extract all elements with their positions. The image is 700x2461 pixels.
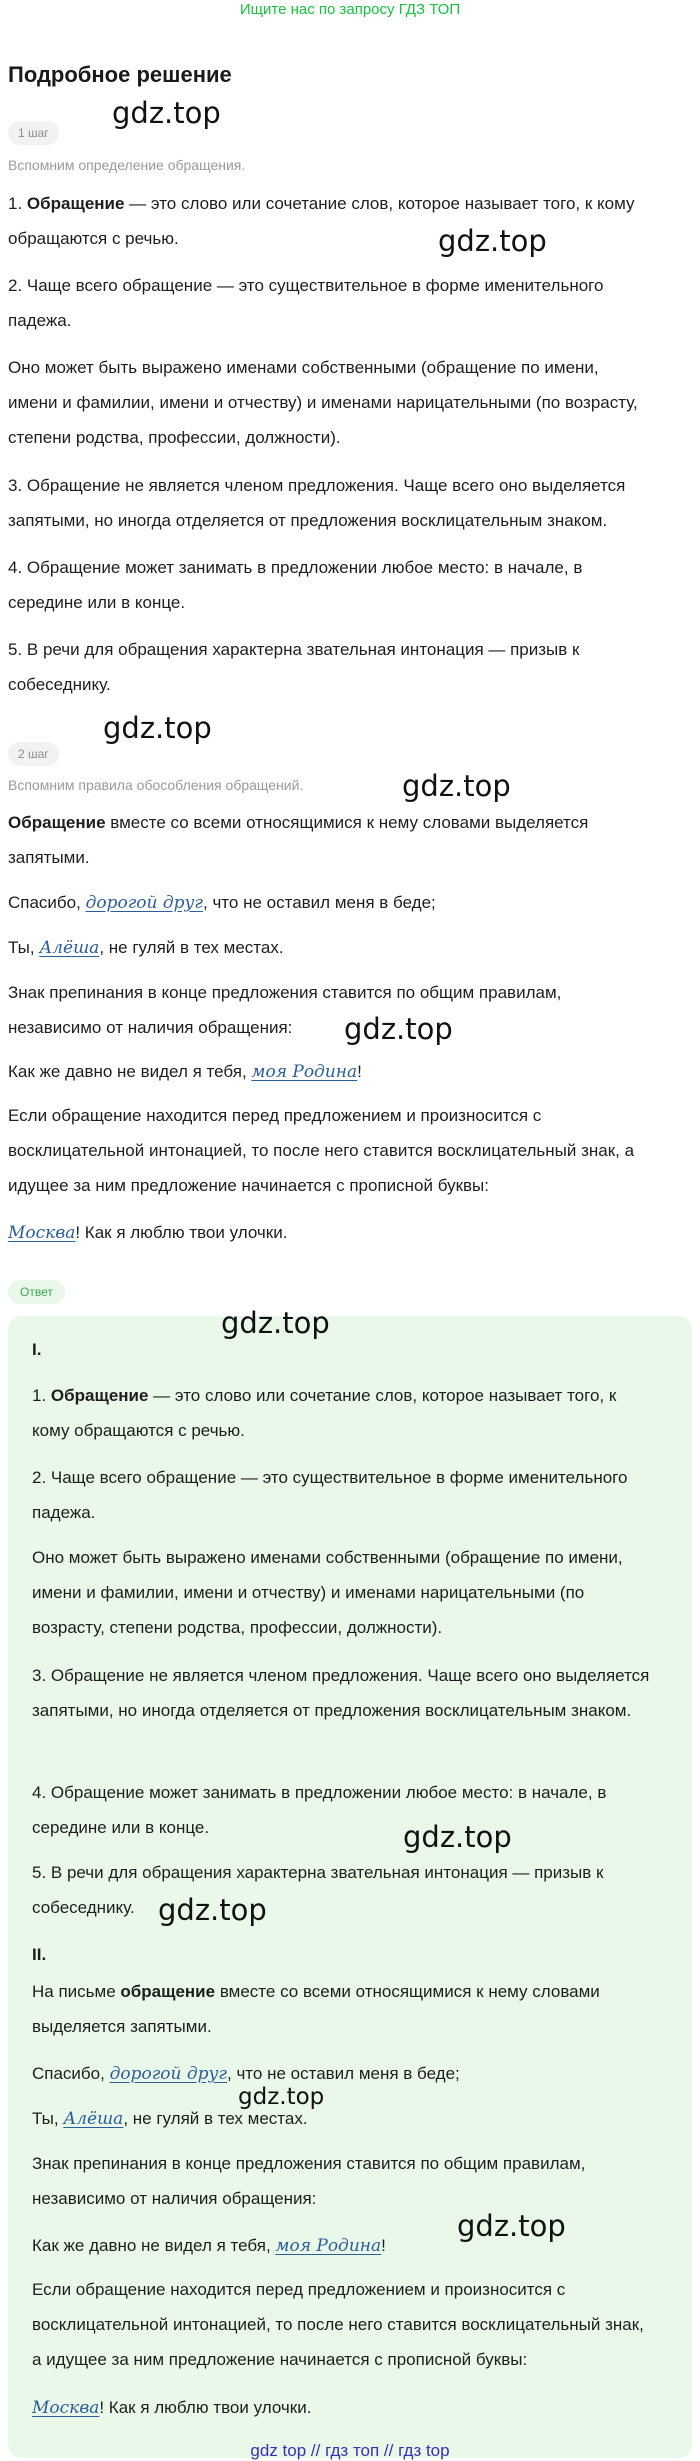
- step-2-rule: Обращение вместе со всеми относящимися к нему словами выделяется запятыми.: [8, 813, 589, 867]
- answer-example-3: Как же давно не видел я тебя, моя Родина!: [32, 2236, 386, 2256]
- step-1-hint: Вспомним определение обращения.: [8, 157, 246, 173]
- step-1-item-5: 4. Обращение может занимать в предложении любое место: в начале, в середине или в конце.: [8, 558, 583, 612]
- watermark: gdz.top: [403, 1820, 512, 1854]
- watermark: gdz.top: [103, 711, 212, 745]
- answer-example-1: Спасибо, дорогой друг, что не оставил меня в беде;: [32, 2064, 460, 2084]
- answer-example-4: Москва! Как я люблю твои улочки.: [32, 2398, 312, 2418]
- handwritten-address: Москва: [32, 2398, 100, 2418]
- watermark: gdz.top: [221, 1306, 330, 1340]
- handwritten-address: Алёша: [39, 938, 100, 958]
- step-2-example-4: Москва! Как я люблю твои улочки.: [8, 1223, 288, 1243]
- step-2-example-3: Как же давно не видел я тебя, моя Родина!: [8, 1062, 362, 1082]
- handwritten-address: моя Родина: [251, 1062, 358, 1082]
- answer-example-2: Ты, Алёша, не гуляй в тех местах.: [32, 2109, 308, 2129]
- step-2-example-1: Спасибо, дорогой друг, что не оставил меня в беде;: [8, 893, 436, 913]
- step-1-item-6: 5. В речи для обращения характерна звательная интонация — призыв к собеседнику.: [8, 640, 580, 694]
- answer-item-4: 3. Обращение не является членом предложения. Чаще всего оно выделяется запятыми, но иногда отделяется от предложения восклицательным знаком.: [32, 1666, 650, 1720]
- answer-badge: Ответ: [8, 1280, 65, 1304]
- watermark: gdz.top: [402, 769, 511, 803]
- step-2-example-2: Ты, Алёша, не гуляй в тех местах.: [8, 938, 284, 958]
- watermark: gdz.top: [238, 2084, 325, 2110]
- step-1-item-4: 3. Обращение не является членом предложения. Чаще всего оно выделяется запятыми, но иногда отделяется от предложения восклицательным знаком.: [8, 476, 626, 530]
- handwritten-address: Алёша: [63, 2109, 124, 2129]
- answer-item-1: 1. Обращение — это слово или сочетание слов, которое называет того, к кому обращаются с речью.: [32, 1386, 617, 1440]
- handwritten-address: дорогой друг: [85, 893, 203, 913]
- watermark: gdz.top: [344, 1012, 453, 1046]
- watermark: gdz.top: [438, 224, 547, 258]
- step-2-rule-2: Знак препинания в конце предложения ставится по общим правилам, независимо от наличия обращения:: [8, 983, 562, 1037]
- answer-section-2: II.: [32, 1945, 47, 1964]
- search-banner[interactable]: Ищите нас по запросу ГДЗ ТОП: [239, 1, 461, 18]
- step-2-rule-3: Если обращение находится перед предложением и произносится с восклицательной интонацией, то после него ставится восклицательный знак, а идущее за ним предложение начинается с прописной буквы:: [8, 1106, 635, 1195]
- step-1-item-1: 1. Обращение — это слово или сочетание слов, которое называет того, к кому обращаются с речью.: [8, 194, 635, 248]
- step-1-item-2: 2. Чаще всего обращение — это существительное в форме именительного падежа.: [8, 276, 604, 330]
- step-2-hint: Вспомним правила обособления обращений.: [8, 777, 304, 793]
- handwritten-address: дорогой друг: [109, 2064, 227, 2084]
- step-badge-1: 1 шаг: [8, 121, 59, 145]
- handwritten-address: моя Родина: [275, 2236, 382, 2256]
- handwritten-address: Москва: [8, 1223, 76, 1243]
- step-badge-2: 2 шаг: [8, 742, 59, 766]
- answer-rule-2: Знак препинания в конце предложения ставится по общим правилам, независимо от наличия обращения:: [32, 2154, 586, 2208]
- page-title: Подробное решение: [8, 62, 232, 87]
- footer-links[interactable]: gdz top // гдз топ // гдз top: [250, 2441, 450, 2460]
- answer-item-2: 2. Чаще всего обращение — это существительное в форме именительного падежа.: [32, 1468, 628, 1522]
- watermark: gdz.top: [158, 1893, 267, 1927]
- watermark: gdz.top: [112, 96, 221, 130]
- step-1-item-3: Оно может быть выражено именами собственными (обращение по имени, имени и фамилии, имени и отчеству) и именами нарицательными (по возрасту, степени родства, профессии, должности).: [8, 358, 638, 447]
- answer-item-3: Оно может быть выражено именами собственными (обращение по имени, имени и фамилии, имени и отчеству) и именами нарицательными (по возрасту, степени родства, профессии, должности).: [32, 1548, 623, 1637]
- answer-item-6: 5. В речи для обращения характерна звательная интонация — призыв к собеседнику.: [32, 1863, 604, 1917]
- answer-rule-3: Если обращение находится перед предложением и произносится с восклицательной интонацией, то после него ставится восклицательный знак, а идущее за ним предложение начинается с прописной буквы:: [32, 2280, 644, 2369]
- answer-rule: На письме обращение вместе со всеми относящимися к нему словами выделяется запятыми.: [32, 1982, 600, 2036]
- answer-item-5: 4. Обращение может занимать в предложении любое место: в начале, в середине или в конце.: [32, 1783, 607, 1837]
- watermark: gdz.top: [457, 2209, 566, 2243]
- answer-section-1: I.: [32, 1340, 42, 1359]
